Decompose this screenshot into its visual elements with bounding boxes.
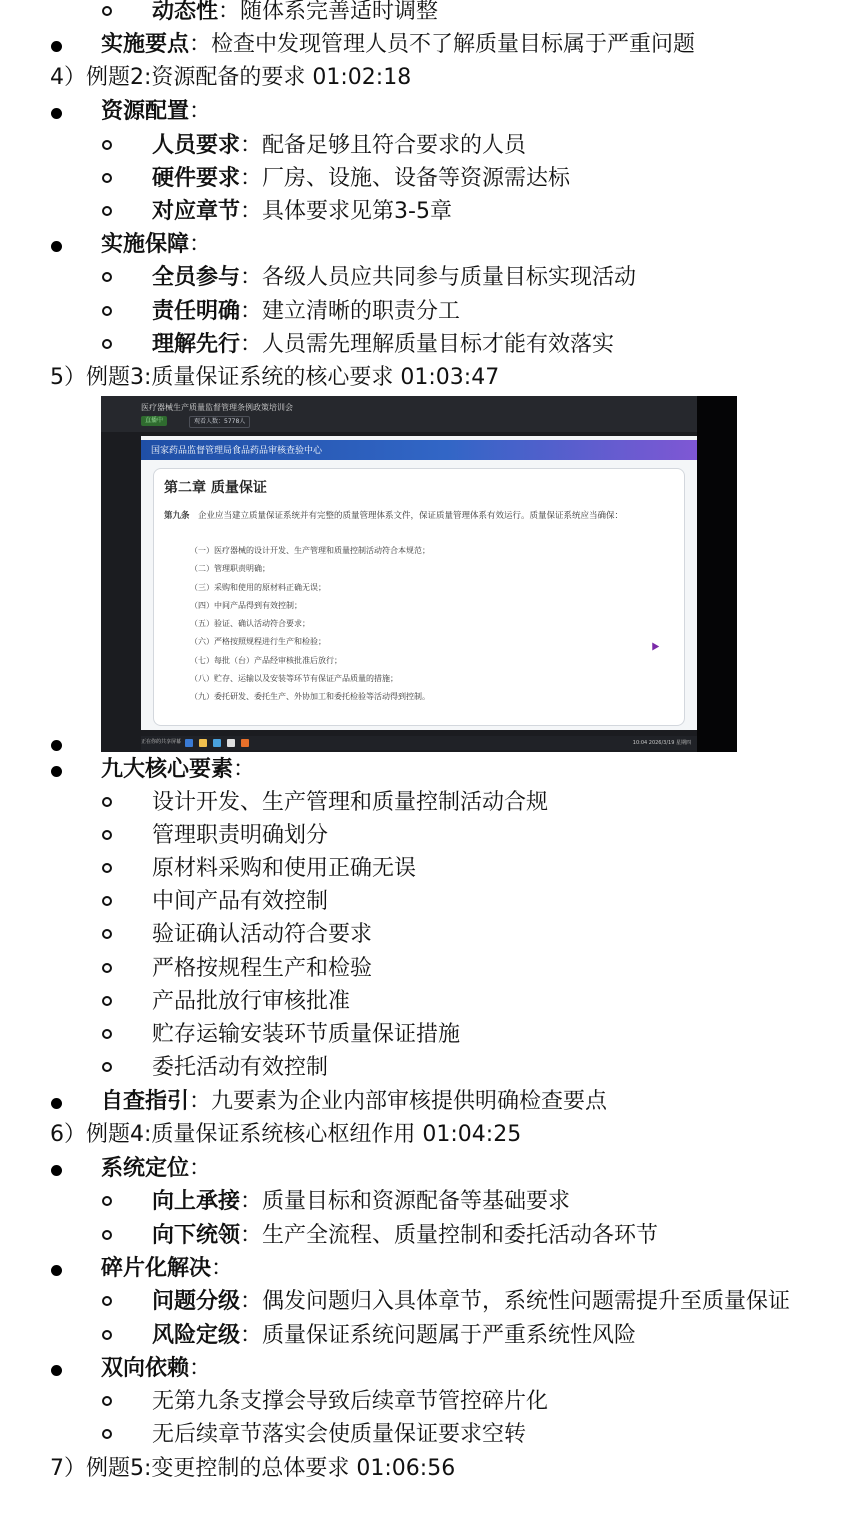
slide-article-items xyxy=(190,542,430,707)
hollow-circle-icon xyxy=(102,272,112,282)
slide-article-item: （五）验证、确认活动符合要求； xyxy=(190,619,310,629)
line-text xyxy=(152,1386,548,1418)
bullet-dot-icon xyxy=(51,1098,62,1109)
viewer-count: 观看人数：5778人 xyxy=(189,416,250,428)
line-text xyxy=(101,229,211,261)
line-text xyxy=(152,1052,328,1084)
line-body: 6）例题4:质量保证系统核心枢纽作用 01:04:25 xyxy=(50,1122,522,1147)
line-text xyxy=(152,953,372,985)
live-badge: 直播中 xyxy=(141,416,167,426)
line-text xyxy=(152,0,438,28)
line-text xyxy=(101,29,695,61)
bullet-dot-icon xyxy=(51,1365,62,1376)
hollow-circle-icon xyxy=(102,996,112,1006)
hollow-circle-icon xyxy=(102,206,112,216)
bullet-dot-icon xyxy=(51,1265,62,1276)
line-body: 验证确认活动符合要求 xyxy=(152,922,373,947)
hollow-circle-icon xyxy=(102,1029,112,1039)
app-icon xyxy=(227,739,235,747)
bold-term: 全员参与 xyxy=(152,265,241,290)
bold-term: 人员要求 xyxy=(152,133,241,158)
slide-article-item: （三）采购和使用的原材料正确无误； xyxy=(190,582,326,592)
line-body: 5）例题3:质量保证系统的核心要求 01:03:47 xyxy=(50,365,500,390)
hollow-circle-icon xyxy=(102,929,112,939)
bullet-dot-icon xyxy=(51,241,62,252)
bold-term: 九大核心要素 xyxy=(101,757,234,782)
meeting-app-icon xyxy=(241,739,249,747)
hollow-circle-icon xyxy=(102,863,112,873)
line-body: 中间产品有效控制 xyxy=(152,889,329,914)
bullet-dot-icon xyxy=(51,1165,62,1176)
embedded-slide-screenshot xyxy=(101,396,737,752)
hollow-circle-icon xyxy=(102,339,112,349)
line-body: ：生产全流程、质量控制和委托活动各环节 xyxy=(240,1223,659,1248)
bold-term: 实施保障 xyxy=(101,232,190,257)
slide-article-item: （八）贮存、运输以及安装等环节有保证产品质量的措施； xyxy=(190,674,398,684)
bullet-dot-icon xyxy=(51,108,62,119)
line-body: ：九要素为企业内部审核提供明确检查要点 xyxy=(189,1089,608,1114)
line-body: 无第九条支撑会导致后续章节管控碎片化 xyxy=(152,1389,549,1414)
slide-banner xyxy=(141,440,697,460)
slide-article-item: （二）管理职责明确； xyxy=(190,564,270,574)
bold-term: 向下统领 xyxy=(152,1223,241,1248)
bold-term: 风险定级 xyxy=(152,1323,241,1348)
line-body: ：质量目标和资源配备等基础要求 xyxy=(240,1189,571,1214)
bold-term: 系统定位 xyxy=(101,1156,190,1181)
line-text xyxy=(152,1286,790,1318)
hollow-circle-icon xyxy=(102,6,112,16)
line-text xyxy=(152,1019,460,1051)
slide-article-item: （六）严格按照规程进行生产和检验； xyxy=(190,637,326,647)
hollow-circle-icon xyxy=(102,140,112,150)
line-body: 贮存运输安装环节质量保证措施 xyxy=(152,1022,461,1047)
screen-edge xyxy=(697,396,737,752)
line-text xyxy=(152,919,372,951)
slide-article-intro xyxy=(164,509,674,523)
line-body: ： xyxy=(189,1156,212,1181)
hollow-circle-icon xyxy=(102,963,112,973)
line-text xyxy=(152,296,460,328)
bullet-dot-icon xyxy=(51,41,62,52)
line-body: ：质量保证系统问题属于严重系统性风险 xyxy=(240,1323,637,1348)
browser-icon xyxy=(213,739,221,747)
line-body: 委托活动有效控制 xyxy=(152,1055,329,1080)
line-body: 管理职责明确划分 xyxy=(152,823,329,848)
line-body: ：配备足够且符合要求的人员 xyxy=(240,133,527,158)
line-text xyxy=(152,886,328,918)
line-text xyxy=(152,853,416,885)
bold-term: 碎片化解决 xyxy=(101,1256,212,1281)
bold-term: 硬件要求 xyxy=(152,166,241,191)
bullet-dot-icon xyxy=(51,740,62,751)
line-text xyxy=(152,329,614,361)
line-body: ：偶发问题归入具体章节，系统性问题需提升至质量保证 xyxy=(240,1289,791,1314)
line-text xyxy=(152,986,350,1018)
bold-term: 理解先行 xyxy=(152,332,241,357)
bold-term: 资源配置 xyxy=(101,99,190,124)
line-text xyxy=(50,62,411,94)
stream-title: 医疗器械生产质量监督管理条例政策培训会 xyxy=(141,403,293,412)
line-body: 严格按规程生产和检验 xyxy=(152,956,373,981)
line-text xyxy=(101,1253,233,1285)
stream-top-bar xyxy=(101,396,737,432)
slide-banner-text: 国家药品监督管理局食品药品审核查验中心 xyxy=(151,446,323,456)
line-body: ： xyxy=(211,1256,234,1281)
windows-taskbar xyxy=(141,736,697,750)
line-body: ： xyxy=(189,232,212,257)
line-text xyxy=(50,1453,455,1485)
hollow-circle-icon xyxy=(102,1396,112,1406)
line-body: ： xyxy=(189,1356,212,1381)
line-text xyxy=(50,362,499,394)
hollow-circle-icon xyxy=(102,1330,112,1340)
line-body: ：人员需先理解质量目标才能有效落实 xyxy=(240,332,615,357)
line-body: ： xyxy=(189,99,212,124)
line-text xyxy=(152,1419,526,1451)
bold-term: 向上承接 xyxy=(152,1189,241,1214)
line-text xyxy=(152,1320,636,1352)
slide-article-item: （九）委托研发、委托生产、外协加工和委托检验等活动得到控制。 xyxy=(190,692,430,702)
line-body: 7）例题5:变更控制的总体要求 01:06:56 xyxy=(50,1456,456,1481)
line-text xyxy=(152,130,526,162)
line-body: ：各级人员应共同参与质量目标实现活动 xyxy=(240,265,637,290)
line-text xyxy=(101,754,255,786)
line-body: ：建立清晰的职责分工 xyxy=(240,299,461,324)
slide-chapter-title: 第二章 质量保证 xyxy=(164,480,267,496)
line-body: 无后续章节落实会使质量保证要求空转 xyxy=(152,1422,527,1447)
line-body: ：具体要求见第3-5章 xyxy=(240,199,452,224)
line-body: ：随体系完善适时调整 xyxy=(218,0,439,24)
line-text xyxy=(101,1353,211,1385)
line-body: ：检查中发现管理人员不了解质量目标属于严重问题 xyxy=(189,32,696,57)
hollow-circle-icon xyxy=(102,1196,112,1206)
hollow-circle-icon xyxy=(102,1230,112,1240)
hollow-circle-icon xyxy=(102,1429,112,1439)
bullet-dot-icon xyxy=(51,766,62,777)
line-text xyxy=(152,787,548,819)
line-text xyxy=(152,262,636,294)
slide-article-item: （七）每批（台）产品经审核批准后放行； xyxy=(190,655,342,665)
slide-article-text: 企业应当建立质量保证系统并有完整的质量管理体系文件，保证质量管理体系有效运行。质量保证系统应当确保： xyxy=(198,511,624,521)
hollow-circle-icon xyxy=(102,1296,112,1306)
hollow-circle-icon xyxy=(102,1062,112,1072)
slide-card xyxy=(153,468,685,726)
slide-article-item: （一）医疗器械的设计开发、生产管理和质量控制活动符合本规范； xyxy=(190,546,430,555)
line-text xyxy=(152,1220,658,1252)
folder-icon xyxy=(199,739,207,747)
line-text xyxy=(152,820,328,852)
line-body: 产品批放行审核批准 xyxy=(152,989,351,1014)
bold-term: 对应章节 xyxy=(152,199,241,224)
bold-term: 双向依赖 xyxy=(101,1356,190,1381)
slide-article-label: 第九条 xyxy=(164,511,190,521)
line-body: 原材料采购和使用正确无误 xyxy=(152,856,417,881)
line-body: ： xyxy=(233,757,256,782)
line-text xyxy=(152,163,570,195)
slide-article-item: （四）中间产品得到有效控制； xyxy=(190,600,302,610)
hollow-circle-icon xyxy=(102,830,112,840)
bold-term: 责任明确 xyxy=(152,299,241,324)
bold-term: 自查指引 xyxy=(101,1089,190,1114)
hollow-circle-icon xyxy=(102,896,112,906)
bold-term: 实施要点 xyxy=(101,32,190,57)
line-text xyxy=(152,196,452,228)
line-body: 4）例题2:资源配备的要求 01:02:18 xyxy=(50,65,412,90)
bold-term: 动态性 xyxy=(152,0,219,24)
hollow-circle-icon xyxy=(102,797,112,807)
line-body: 设计开发、生产管理和质量控制活动合规 xyxy=(152,790,549,815)
taskbar-app-label: 正在你的共享屏幕 xyxy=(141,739,182,745)
taskbar-clock: 10:04 2026/3/19 星期四 xyxy=(632,740,691,746)
start-icon xyxy=(185,739,193,747)
line-body: ：厂房、设施、设备等资源需达标 xyxy=(240,166,571,191)
line-text xyxy=(152,1186,570,1218)
line-text xyxy=(101,1153,211,1185)
bold-term: 问题分级 xyxy=(152,1289,241,1314)
line-text xyxy=(101,96,211,128)
hollow-circle-icon xyxy=(102,173,112,183)
hollow-circle-icon xyxy=(102,306,112,316)
line-text xyxy=(50,1119,521,1151)
line-text xyxy=(101,1086,607,1118)
presentation-slide xyxy=(141,436,697,730)
